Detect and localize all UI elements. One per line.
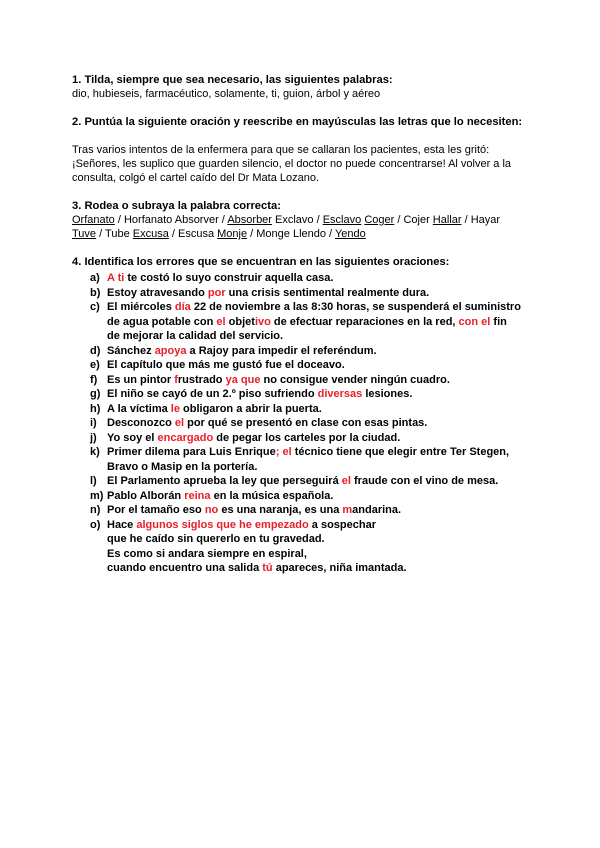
- option-text: / Tube: [96, 228, 133, 240]
- q2-title: 2. Puntúa la siguiente oración y reescribe en mayúsculas las letras que lo necesiten:: [72, 116, 523, 128]
- item-label: b): [90, 286, 101, 299]
- sentence-line: [107, 271, 542, 286]
- item-label: h): [90, 402, 101, 415]
- sentence-line: [107, 445, 542, 460]
- sentence-text: 22 de noviembre a las 8:30 horas, se suspenderá el suministro: [190, 301, 521, 313]
- option-text: / Cojer: [394, 214, 433, 226]
- q4-title: 4. Identifica los errores que se encuentran en las siguientes oraciones:: [72, 256, 450, 268]
- sentence-line: [107, 518, 542, 533]
- highlighted-error: algunos siglos que he empezado: [136, 518, 309, 531]
- sentence-line: [107, 547, 542, 562]
- sentence-text: El miércoles: [107, 301, 175, 313]
- sentence-item: [72, 402, 542, 417]
- q3-title: 3. Rodea o subraya la palabra correcta:: [72, 200, 281, 212]
- underlined-correct-word: Tuve: [72, 228, 97, 240]
- sentence-item: [72, 431, 542, 446]
- item-label: n): [90, 504, 101, 516]
- sentence-text: El niño se cayó de un 2.º piso sufriendo: [107, 388, 318, 400]
- sentence-text: de agua potable con: [107, 315, 217, 328]
- sentence-item: [72, 445, 542, 474]
- highlighted-error: día: [174, 301, 191, 313]
- sentence-line: [107, 387, 542, 402]
- sentence-line: [107, 532, 542, 547]
- sentence-item: [72, 373, 542, 388]
- sentence-text: Sánchez: [107, 344, 155, 357]
- sentence-item: [72, 503, 542, 518]
- sentence-line: [107, 329, 542, 344]
- item-label: f): [90, 373, 98, 386]
- sentence-line: [107, 300, 542, 315]
- highlighted-error: el: [216, 315, 226, 328]
- q1-title: 1. Tilda, siempre que sea necesario, las siguientes palabras:: [72, 74, 393, 86]
- worksheet-page: [72, 73, 542, 576]
- sentence-text: A la víctima: [107, 402, 171, 415]
- sentence-text: Es como si andara siempre en espiral,: [107, 547, 307, 560]
- sentence-text: andarina.: [352, 504, 402, 516]
- highlighted-error: el: [174, 417, 185, 429]
- sentence-text: Es un pintor: [107, 373, 175, 386]
- highlighted-error: no: [204, 504, 219, 516]
- sentence-text: en la música española.: [210, 489, 334, 502]
- sentence-item: [72, 286, 542, 301]
- item-label: d): [90, 344, 101, 357]
- sentence-text: objet: [225, 315, 255, 328]
- sentence-line: [107, 358, 542, 373]
- option-text: / Hayar: [461, 214, 501, 226]
- sentence-text: Hace: [107, 518, 137, 531]
- sentence-item: [72, 387, 542, 402]
- sentence-line: [107, 315, 542, 330]
- sentence-text: El capítulo que más me gustó fue el doceavo.: [107, 359, 345, 371]
- sentence-item: [72, 416, 542, 431]
- highlighted-error: con el: [458, 315, 491, 328]
- q1-word-list: dio, hubieseis, farmacéutico, solamente, ti, guion, árbol y aéreo: [72, 88, 381, 100]
- highlighted-error: m: [342, 504, 353, 516]
- q2-line: ¡Señores, les suplico que guarden silencio, el doctor no puede concentrarse! Al volver a la: [72, 158, 512, 170]
- sentence-text: fin: [490, 315, 507, 328]
- item-label: g): [90, 388, 101, 400]
- sentence-item: [72, 474, 542, 489]
- sentence-text: lesiones.: [362, 388, 413, 400]
- sentence-text: Bravo o Masip en la portería.: [107, 460, 258, 473]
- sentence-text: técnico tiene que elegir entre Ter Stegen,: [291, 446, 510, 458]
- highlighted-error: apoya: [154, 344, 187, 357]
- sentence-text: Por el tamaño eso: [107, 504, 205, 516]
- underlined-correct-word: Esclavo: [322, 214, 362, 226]
- sentence-line: [107, 431, 542, 446]
- item-label: o): [90, 518, 101, 531]
- highlighted-error: le: [170, 402, 180, 415]
- sentence-text: Estoy atravesando: [107, 286, 208, 299]
- highlighted-error: ya que: [225, 373, 261, 386]
- sentence-line: [107, 561, 542, 576]
- highlighted-error: encargado: [157, 431, 214, 444]
- highlighted-error: f: [174, 373, 178, 386]
- underlined-correct-word: Absorber: [227, 214, 272, 226]
- q2-line: consulta, colgó el cartel caído del Dr Mata Lozano.: [72, 172, 320, 184]
- item-label: k): [90, 446, 100, 458]
- sentence-item: [72, 518, 542, 576]
- option-text: / Escusa: [168, 228, 218, 240]
- sentence-text: que he caído sin quererlo en tu gravedad.: [107, 533, 325, 545]
- sentence-item: [72, 300, 542, 344]
- sentence-text: de efectuar reparaciones en la red,: [270, 315, 459, 328]
- sentence-item: [72, 271, 542, 286]
- sentence-text: Primer dilema para Luis Enrique: [107, 446, 276, 458]
- sentence-text: te costó lo suyo construir aquella casa.: [124, 272, 334, 284]
- sentence-text: Pablo Alborán: [107, 489, 185, 502]
- sentence-text: obligaron a abrir la puerta.: [179, 402, 322, 415]
- highlighted-error: diversas: [317, 388, 363, 400]
- item-label: e): [90, 359, 100, 371]
- q3-options-line-2: [72, 227, 542, 241]
- sentence-line: [107, 503, 542, 518]
- option-text: Exclavo /: [271, 214, 323, 226]
- sentence-item: [72, 344, 542, 359]
- sentence-line: [107, 402, 542, 417]
- item-label: j): [90, 431, 97, 444]
- option-text: / Horfanato Absorver /: [114, 214, 228, 226]
- sentence-text: a sospechar: [308, 518, 376, 531]
- sentence-text: cuando encuentro una salida: [107, 562, 263, 574]
- item-label: c): [90, 301, 100, 313]
- sentence-text: una crisis sentimental realmente dura.: [225, 286, 430, 299]
- sentence-line: [107, 373, 542, 388]
- underlined-correct-word: Excusa: [132, 228, 169, 240]
- sentence-text: fraude con el vino de mesa.: [350, 475, 499, 487]
- q4-sentence-list: [72, 271, 542, 576]
- sentence-text: a Rajoy para impedir el referéndum.: [186, 344, 377, 357]
- highlighted-error: tú: [262, 562, 273, 574]
- underlined-correct-word: Coger: [364, 214, 395, 226]
- item-label: i): [90, 417, 97, 429]
- highlighted-error: ivo: [254, 315, 271, 328]
- option-text: / Monge Llendo /: [247, 228, 335, 240]
- sentence-text: rustrado: [177, 373, 226, 386]
- sentence-line: [107, 286, 542, 301]
- sentence-item: [72, 489, 542, 504]
- sentence-line: [107, 489, 542, 504]
- sentence-text: es una naranja, es una: [218, 504, 343, 516]
- highlighted-error: A ti: [107, 272, 125, 284]
- item-label: l): [90, 475, 97, 487]
- sentence-text: El Parlamento aprueba la ley que perseguirá: [107, 475, 342, 487]
- highlighted-error: reina: [184, 489, 211, 502]
- sentence-text: Yo soy el: [107, 431, 158, 444]
- q3-options-line-1: [72, 213, 542, 227]
- sentence-text: no consigue vender ningún cuadro.: [260, 373, 450, 386]
- sentence-text: apareces, niña imantada.: [272, 562, 407, 574]
- sentence-text: de mejorar la calidad del servicio.: [107, 330, 284, 342]
- underlined-correct-word: Monje: [217, 228, 248, 240]
- underlined-correct-word: Yendo: [334, 228, 366, 240]
- item-label: a): [90, 272, 100, 284]
- sentence-line: [107, 474, 542, 489]
- sentence-line: [107, 344, 542, 359]
- sentence-line: [107, 460, 542, 475]
- sentence-text: por qué se presentó en clase con esas pintas.: [184, 417, 428, 429]
- sentence-text: Desconozco: [107, 417, 175, 429]
- highlighted-error: el: [341, 475, 351, 487]
- sentence-item: [72, 358, 542, 373]
- highlighted-error: ; el: [275, 446, 292, 458]
- sentence-text: de pegar los carteles por la ciudad.: [213, 431, 401, 444]
- underlined-correct-word: Hallar: [432, 214, 462, 226]
- highlighted-error: por: [207, 286, 226, 299]
- sentence-line: [107, 416, 542, 431]
- q2-line: Tras varios intentos de la enfermera para que se callaran los pacientes, esta les gritó:: [72, 144, 490, 156]
- item-label: m): [90, 489, 104, 502]
- underlined-correct-word: Orfanato: [72, 214, 115, 226]
